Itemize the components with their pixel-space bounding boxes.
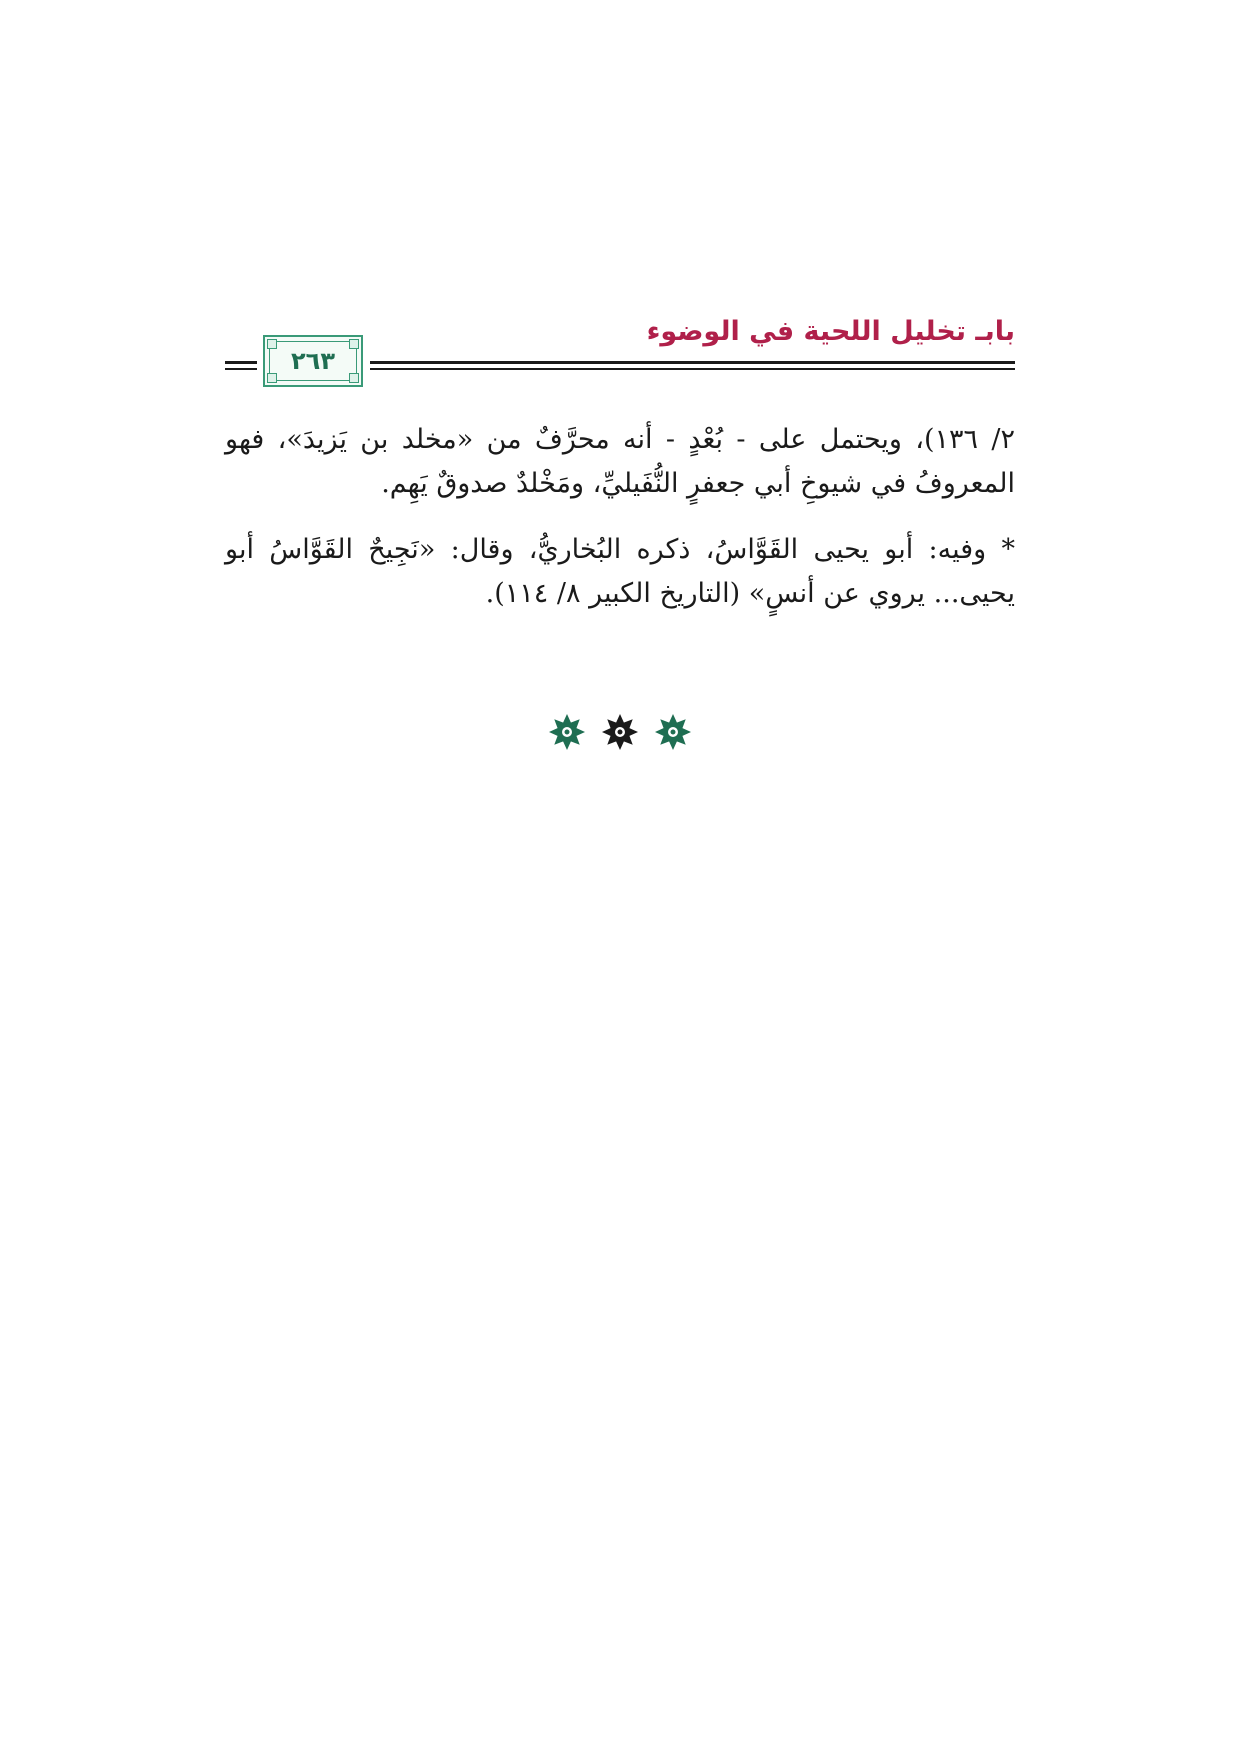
footnote-text bbox=[225, 418, 1015, 616]
page-number-frame bbox=[263, 335, 363, 387]
page-header bbox=[225, 312, 1015, 392]
paragraph: ٢/ ١٣٦)، ويحتمل على - بُعْدٍ - أنه محرَّفٌ من «مخلد بن يَزيدَ»، فهو المعروفُ في شيوخِ أبي جعفرٍ النُّفَيليِّ، ومَخْلدٌ صدوقٌ يَهِم. bbox=[225, 424, 1015, 499]
header-rule bbox=[225, 368, 257, 370]
paragraph: * وفيه: أبو يحيى القَوَّاسُ، ذكره البُخاريُّ، وقال: «نَجِيحٌ القَوَّاسُ أبو يحيى... يروي عن أنسٍ» (التاريخ الكبير ٨/ ١١٤). bbox=[225, 534, 1015, 609]
header-rule bbox=[370, 368, 1015, 370]
section-end-ornaments bbox=[0, 712, 1240, 756]
chapter-title: بابـ تخليل اللحية في الوضوء bbox=[646, 316, 1015, 347]
star-flower-ornament-icon bbox=[653, 712, 693, 752]
star-flower-ornament-icon bbox=[600, 712, 640, 752]
header-rule bbox=[370, 361, 1015, 364]
header-rule bbox=[225, 361, 257, 364]
page-number: ٢٦٣ bbox=[291, 347, 335, 375]
star-flower-ornament-icon bbox=[547, 712, 587, 752]
